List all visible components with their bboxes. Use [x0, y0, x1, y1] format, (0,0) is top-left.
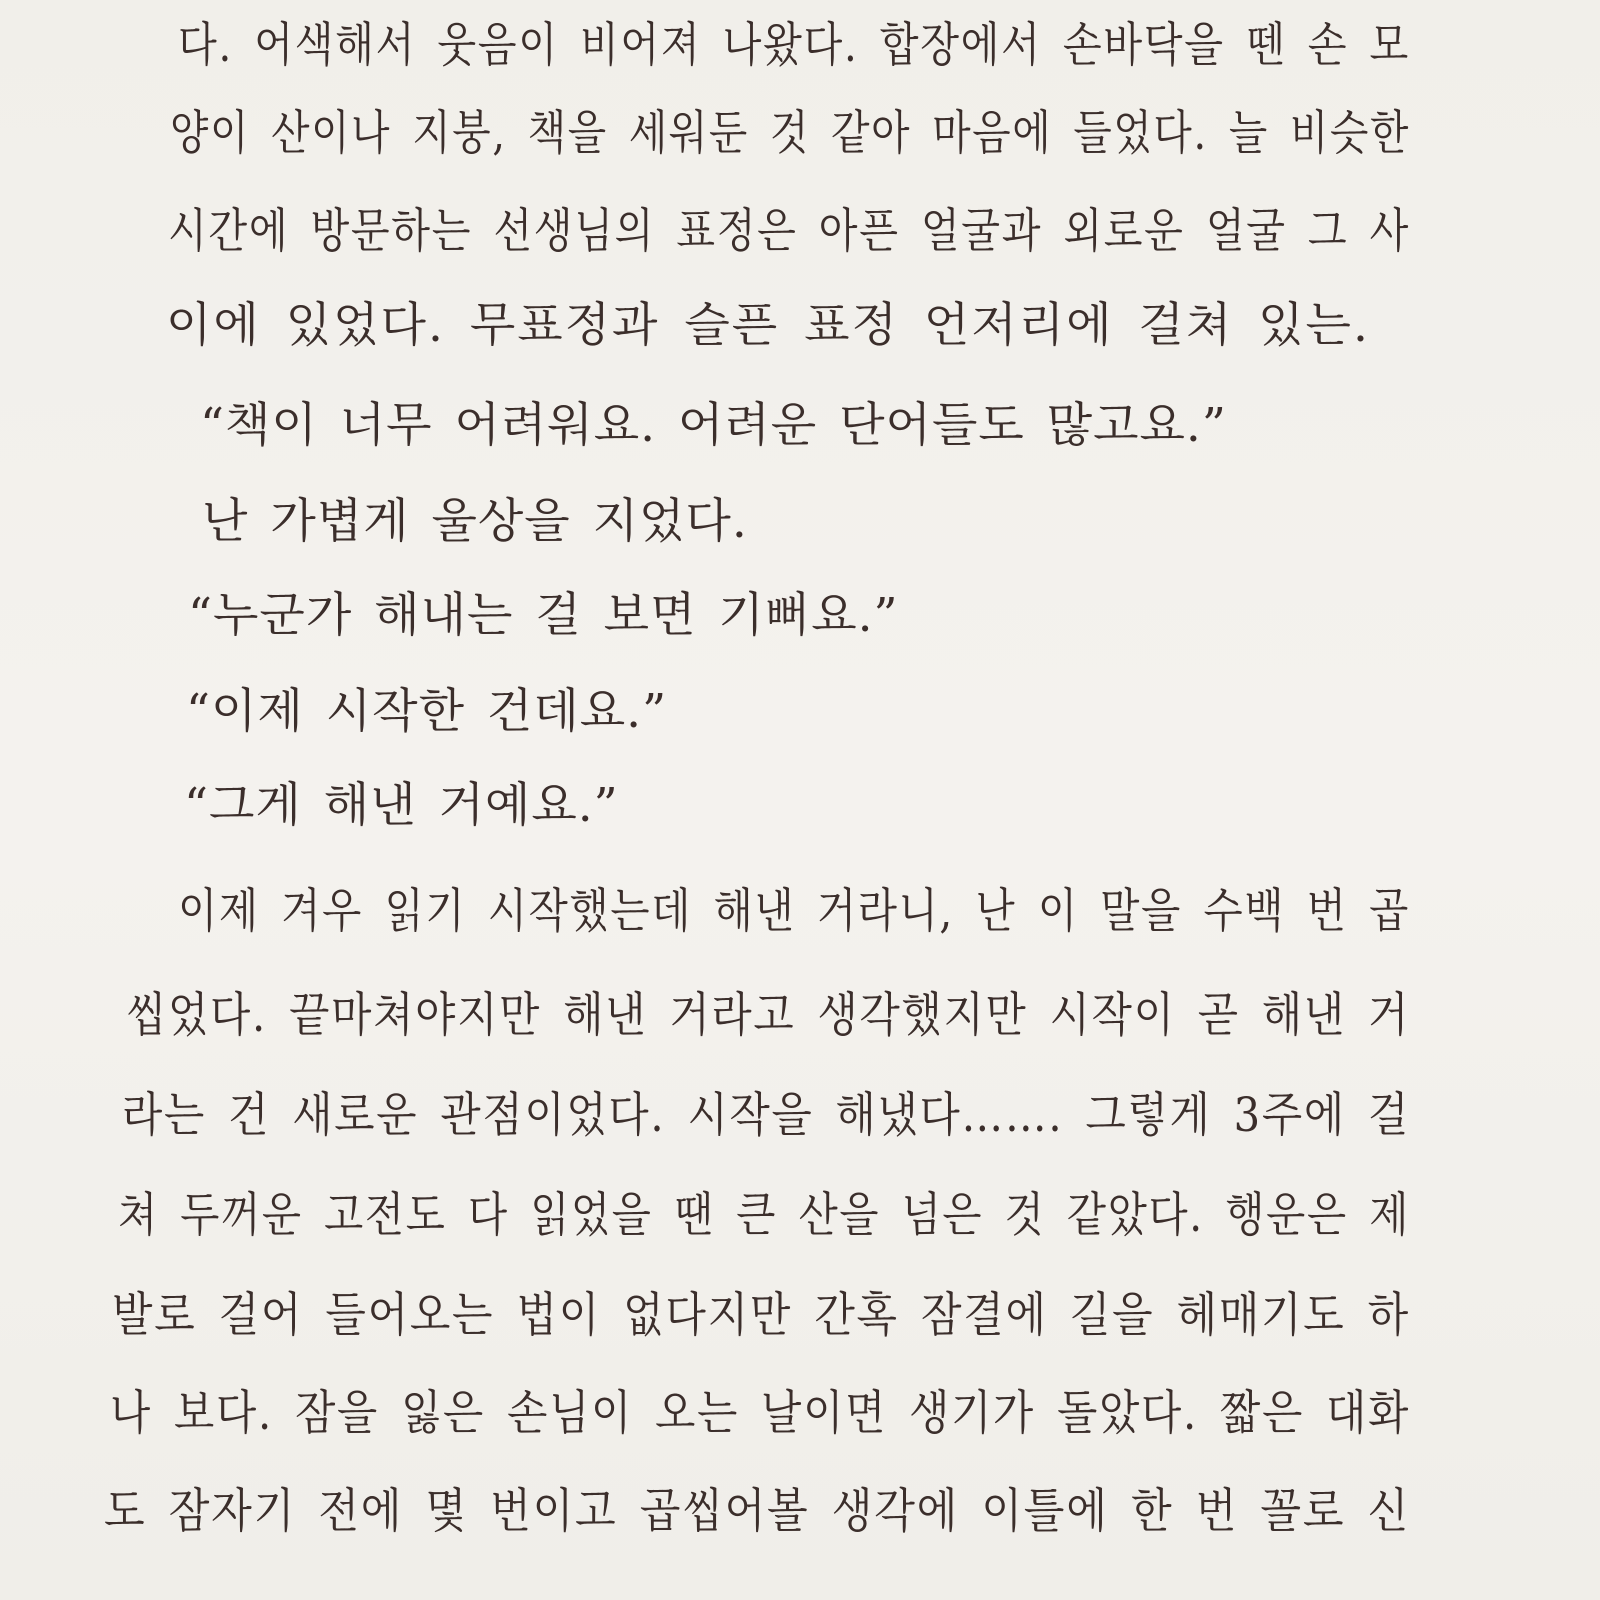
narration-line: 난 가볍게 울상을 지었다.	[202, 494, 748, 549]
dialogue-line-1: “책이 너무 어려워요. 어려운 단어들도 많고요.”	[200, 398, 1227, 453]
text-line-6: 씹었다. 끝마쳐야지만 해낸 거라고 생각했지만 시작이 곧 해낸 거	[126, 988, 1411, 1043]
text-line-9: 발로 걸어 들어오는 법이 없다지만 간혹 잠결에 길을 헤매기도 하	[112, 1288, 1410, 1343]
text-line-4: 이에 있었다. 무표정과 슬픈 표정 언저리에 걸쳐 있는.	[166, 298, 1370, 353]
text-line-8: 쳐 두꺼운 고전도 다 읽었을 땐 큰 산을 넘은 것 같았다. 행운은 제	[118, 1188, 1411, 1243]
text-line-1: 다. 어색해서 웃음이 비어져 나왔다. 합장에서 손바닥을 뗀 손 모	[178, 18, 1410, 73]
text-line-3: 시간에 방문하는 선생님의 표정은 아픈 얼굴과 외로운 얼굴 그 사	[168, 204, 1411, 259]
text-line-7: 라는 건 새로운 관점이었다. 시작을 해냈다……. 그렇게 3주에 걸	[122, 1088, 1410, 1143]
dialogue-line-4: “그게 해낸 거예요.”	[184, 778, 619, 833]
text-line-2: 양이 산이나 지붕, 책을 세워둔 것 같아 마음에 들었다. 늘 비슷한	[170, 106, 1411, 161]
dialogue-line-2: “누군가 해내는 걸 보면 기뻐요.”	[188, 588, 899, 643]
text-line-10: 나 보다. 잠을 잃은 손님이 오는 날이면 생기가 돌았다. 짧은 대화	[110, 1386, 1411, 1441]
dialogue-line-3: “이제 시작한 건데요.”	[186, 684, 668, 739]
text-line-5: 이제 겨우 읽기 시작했는데 해낸 거라니, 난 이 말을 수백 번 곱	[178, 884, 1411, 939]
text-line-11: 도 잠자기 전에 몇 번이고 곱씹어볼 생각에 이틀에 한 번 꼴로 신	[104, 1484, 1411, 1539]
